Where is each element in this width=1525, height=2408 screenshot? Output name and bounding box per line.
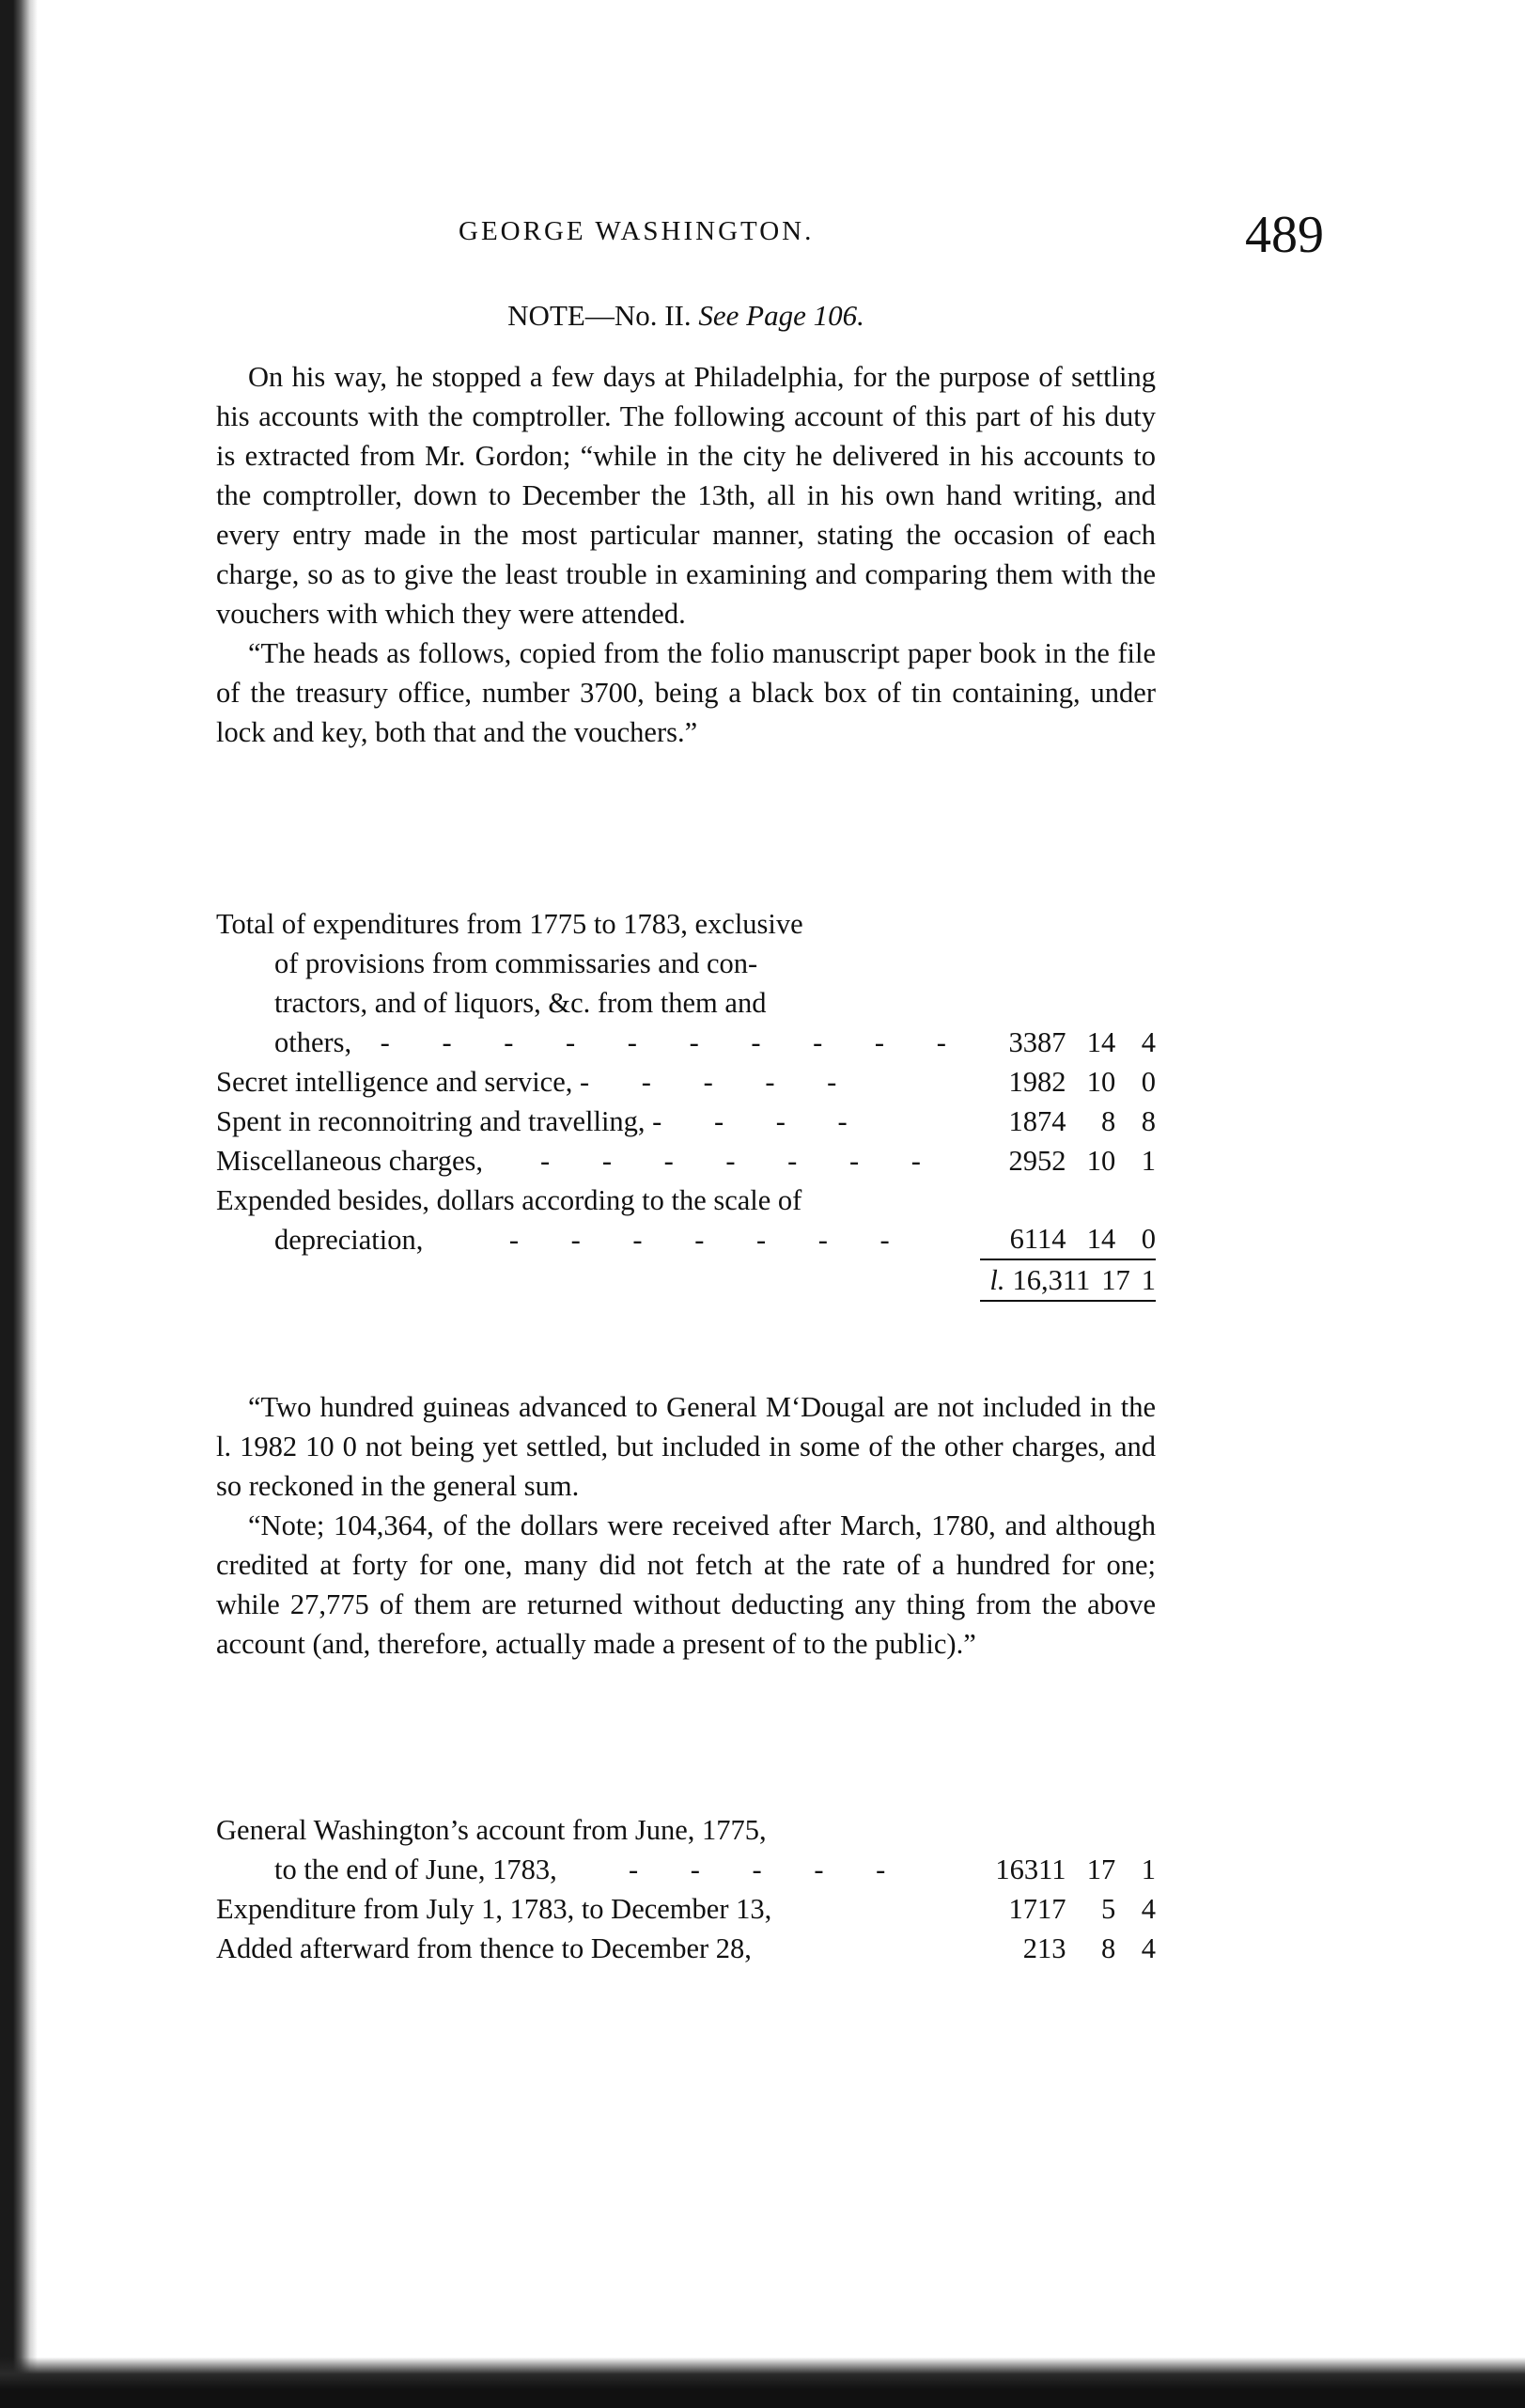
desc-line: tractors, and of liquors, &c. from them and (274, 987, 767, 1019)
amount-shillings: 17 (1086, 1853, 1116, 1885)
amount-pence: 4 (1141, 1026, 1156, 1058)
middle-paragraph-2: “Note; 104,364, of the dollars were received after March, 1780, and although credited at forty for one, many did not fetch at the rate of a hundred for one; while 27,775 of them are returned without deducting any thing from the above account (and, therefore, actually made a present of to the public).” (216, 1509, 1156, 1660)
desc-line: depreciation, - - - - - - - (274, 1224, 912, 1256)
account-row (216, 1810, 1156, 1889)
row-description: Added afterward from thence to December 28, (216, 1932, 752, 1964)
intro-paragraph-1: On his way, he stopped a few days at Philadelphia, for the purpose of settling his accounts with the comptroller. The following account of this part of his duty is extracted from Mr. Gordon; “while in the city he delivered in his accounts to the comptroller, down to December the 13th, all in his own hand writing, and every entry made in the most particular manner, stating the occasion of each charge, so as to give the least trouble in examining and comparing them with the vouchers with which they were attended. (216, 361, 1156, 630)
total-pounds: 16,311 (1012, 1264, 1091, 1296)
page-number: 489 (1245, 206, 1324, 264)
amount-pence: 1 (1141, 1853, 1156, 1885)
total-pence: 1 (1141, 1264, 1156, 1296)
account-row (216, 1102, 1156, 1141)
amount-pence: 0 (1141, 1223, 1156, 1255)
row-description: Miscellaneous charges, - - - - - - - (216, 1145, 943, 1177)
desc-line: General Washington’s account from June, 1775, (216, 1814, 767, 1846)
row-description (216, 1181, 980, 1259)
intro-text (216, 357, 1156, 752)
amount-pence: 4 (1141, 1893, 1156, 1925)
middle-paragraph-1: “Two hundred guineas advanced to General M‘Dougal are not included in the l. 1982 10 0 not being yet settled, but included in some of the other charges, and so reckoned in the general sum. (216, 1391, 1156, 1502)
amount-pounds: 6114 (1009, 1223, 1066, 1255)
row-description (216, 904, 980, 1062)
amount-pence: 8 (1141, 1105, 1156, 1137)
row-description: Secret intelligence and service, - - - - - (216, 1066, 860, 1098)
dot-leader: - - - - - - - (540, 1145, 943, 1177)
account-total-row (216, 1259, 1156, 1301)
desc-line: to the end of June, 1783, - - - - - (274, 1853, 909, 1885)
amount-shillings: 8 (1101, 1105, 1116, 1137)
running-title: GEORGE WASHINGTON. (459, 216, 815, 246)
dot-leader: - - - - - (580, 1066, 860, 1098)
account-row (216, 1929, 1156, 1968)
account-row (216, 1181, 1156, 1259)
scan-left-edge (0, 0, 38, 2408)
intro-paragraph-2: “The heads as follows, copied from the folio manuscript paper book in the file of the treasury office, number 3700, being a black box of tin containing, under lock and key, both that and the vouchers.” (216, 637, 1156, 748)
amount-pounds: 1717 (1008, 1893, 1066, 1925)
dot-leader: - - - - - (628, 1853, 909, 1885)
amount-pence: 0 (1141, 1066, 1156, 1098)
account-row (216, 904, 1156, 1062)
pounds-symbol: l. (989, 1264, 1005, 1296)
amount-shillings: 14 (1086, 1223, 1116, 1255)
desc-line: others, - - - - - - - - - - (274, 1026, 969, 1058)
amount-pounds: 3387 (1008, 1026, 1066, 1058)
dot-leader: - - - - - - - (508, 1224, 912, 1256)
amount-pence: 1 (1141, 1145, 1156, 1177)
desc-line: Expended besides, dollars according to the scale of (216, 1184, 802, 1216)
amount-shillings: 5 (1101, 1893, 1116, 1925)
desc-line: of provisions from commissaries and con- (274, 947, 758, 979)
amount-pounds: 213 (1022, 1932, 1066, 1964)
middle-text (216, 1387, 1156, 1664)
account-total (980, 1259, 1156, 1301)
expenditure-account-table (216, 904, 1156, 1302)
book-page (216, 0, 1324, 2408)
account-row (216, 1062, 1156, 1102)
total-shillings: 17 (1101, 1264, 1130, 1296)
dot-leader: - - - - - - - - - - (380, 1026, 969, 1058)
account-row (216, 1141, 1156, 1181)
amount-pounds: 1982 (1008, 1066, 1066, 1098)
amount-shillings: 8 (1101, 1932, 1116, 1964)
row-description: Expenditure from July 1, 1783, to December 13, (216, 1893, 772, 1925)
amount-shillings: 10 (1086, 1145, 1116, 1177)
amount-shillings: 14 (1086, 1026, 1116, 1058)
row-description: Spent in reconnoitring and travelling, - - - - (216, 1105, 870, 1137)
desc-line: Total of expenditures from 1775 to 1783, exclusive (216, 908, 803, 940)
note-heading (216, 299, 1156, 333)
amount-shillings: 10 (1086, 1066, 1116, 1098)
amount-pounds: 16311 (995, 1853, 1066, 1885)
amount-pounds: 1874 (1008, 1105, 1066, 1137)
amount-pounds: 2952 (1008, 1145, 1066, 1177)
note-title: NOTE—No. II. (507, 299, 692, 332)
dot-leader: - - - - (652, 1105, 870, 1137)
note-page-reference: See Page 106. (698, 299, 864, 332)
running-head (216, 206, 1324, 271)
account-row (216, 1889, 1156, 1929)
row-description (216, 1810, 980, 1889)
summary-account-table (216, 1810, 1156, 1968)
amount-pence: 4 (1141, 1932, 1156, 1964)
